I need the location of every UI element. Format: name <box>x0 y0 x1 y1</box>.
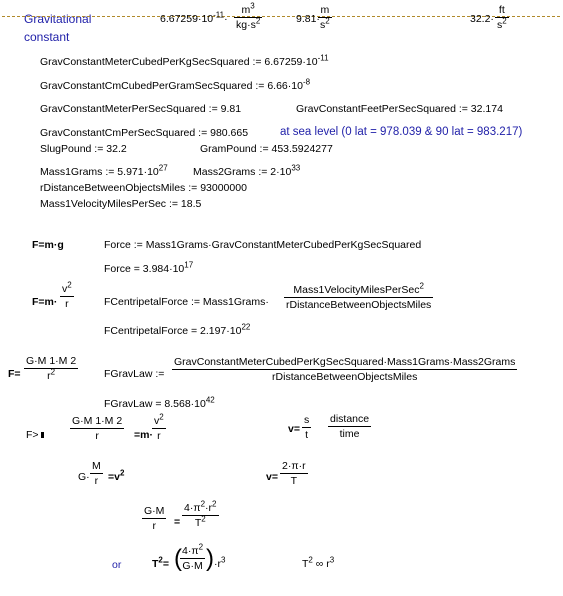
centripetal-formula-fraction: $v^2$ r <box>62 280 72 310</box>
or-label: or <box>112 559 122 571</box>
def-grav-const-cmps2[interactable]: GravConstantCmPerSecSquared := 980.665 <box>40 127 249 139</box>
def-slug-pound[interactable]: SlugPound := 32.2 <box>40 143 127 155</box>
g-accel-m-units: m $s^2$ <box>320 4 330 31</box>
grav-law-formula-fraction: G·M 1·M 2 $r^2$ <box>26 355 77 382</box>
grav-law-result: FGravLaw = $8.568\cdot 10^{42}$ <box>104 395 215 410</box>
sea-level-note: at sea level (0 lat = 978.039 & 90 lat = 983.217) <box>280 126 523 138</box>
def-grav-const-m3[interactable]: GravConstantMeterCubedPerKgSecSquared := $6.67259\cdot 10^{-11}$ <box>40 53 329 68</box>
force-formula: F=m·g <box>32 239 64 251</box>
velocity-lhs: v= <box>288 423 300 435</box>
title-line-2: constant <box>24 30 70 44</box>
g-constant-value: $6.67259\cdot 10^{-11}\cdot$ <box>160 10 228 25</box>
g-accel-ft-units: ft $s^2$ <box>497 4 507 31</box>
centripetal-formula-prefix: F=m· <box>32 296 58 308</box>
velocity-period-fraction: 2·π·r T <box>282 460 306 487</box>
derivation-eq2-prefix: G· <box>78 471 90 483</box>
derivation-eq1-left-fraction: G·M 1·M 2 r <box>72 415 123 442</box>
centripetal-definition-prefix[interactable]: FCentripetalForce := Mass1Grams· <box>104 296 269 308</box>
def-grav-const-cm3[interactable]: GravConstantCmCubedPerGramSecSquared := $6.66\cdot 10^{-8}$ <box>40 77 311 92</box>
velocity-fraction: s t <box>304 414 310 441</box>
grav-law-formula-prefix: F= <box>8 368 21 380</box>
derivation-eq3-left-fraction: G·M r <box>144 505 165 532</box>
grav-law-definition-prefix[interactable]: FGravLaw := <box>104 368 165 380</box>
def-grav-const-fps2[interactable]: GravConstantFeetPerSecSquared := 32.174 <box>296 103 503 115</box>
centripetal-definition-fraction[interactable]: Mass1VelocityMilesPerSec$^2$ rDistanceBetweenObjectsMiles <box>286 281 432 311</box>
def-mass1-grams[interactable]: Mass1Grams := $5.971\cdot 10^{27}$ <box>40 163 168 178</box>
f-prompt[interactable]: F> <box>26 429 44 441</box>
derivation-eq1-right-fraction: $v^2$ r <box>154 412 164 442</box>
distance-time-fraction: distance time <box>330 413 370 440</box>
velocity-period-lhs: v= <box>266 471 278 483</box>
def-velocity-miles[interactable]: Mass1VelocityMilesPerSec := 18.5 <box>40 198 202 210</box>
g-constant-units: $m^3$ $kg\cdot s^2$ <box>236 1 261 31</box>
left-paren: ( <box>174 545 182 572</box>
grav-law-definition-fraction[interactable]: GravConstantMeterCubedPerKgSecSquared·Mass1Grams·Mass2Grams rDistanceBetweenObjectsMiles <box>174 356 516 383</box>
proportionality: $T^2$ ∞ $r^3$ <box>302 555 335 570</box>
g-accel-ft-value: 32.2· <box>470 13 494 25</box>
derivation-eq4-suffix: $\cdot r^3$ <box>214 555 226 570</box>
force-definition[interactable]: Force := Mass1Grams·GravConstantMeterCubedPerKgSecSquared <box>104 239 422 251</box>
force-result: Force = $3.984\cdot 10^{17}$ <box>104 260 194 275</box>
derivation-eq2-fraction: M r <box>92 460 101 487</box>
derivation-eq3-right-fraction: $4\cdot\pi^2\cdot r^2$ $T^2$ <box>184 499 217 529</box>
def-gram-pound[interactable]: GramPound := 453.5924277 <box>200 143 333 155</box>
def-grav-const-mps2[interactable]: GravConstantMeterPerSecSquared := 9.81 <box>40 103 242 115</box>
centripetal-result: FCentripetalForce = $2.197\cdot 10^{22}$ <box>104 322 251 337</box>
derivation-eq2-suffix: $=v^2$ <box>108 468 125 483</box>
derivation-eq3-equals: = <box>174 516 181 528</box>
def-distance-miles[interactable]: rDistanceBetweenObjectsMiles := 93000000 <box>40 182 247 194</box>
derivation-eq1-mid: =m· <box>134 429 153 441</box>
derivation-eq4-lhs: $T^2=$ <box>152 555 170 570</box>
g-accel-m-value: 9.81· <box>296 13 320 25</box>
def-mass2-grams[interactable]: Mass2Grams := $2\cdot 10^{33}$ <box>193 163 301 178</box>
right-paren: ) <box>206 545 214 572</box>
title-line-1: Gravitational <box>24 12 92 26</box>
input-cursor <box>41 432 44 438</box>
derivation-eq4-fraction: $4\cdot\pi^2$ G·M <box>182 542 204 572</box>
